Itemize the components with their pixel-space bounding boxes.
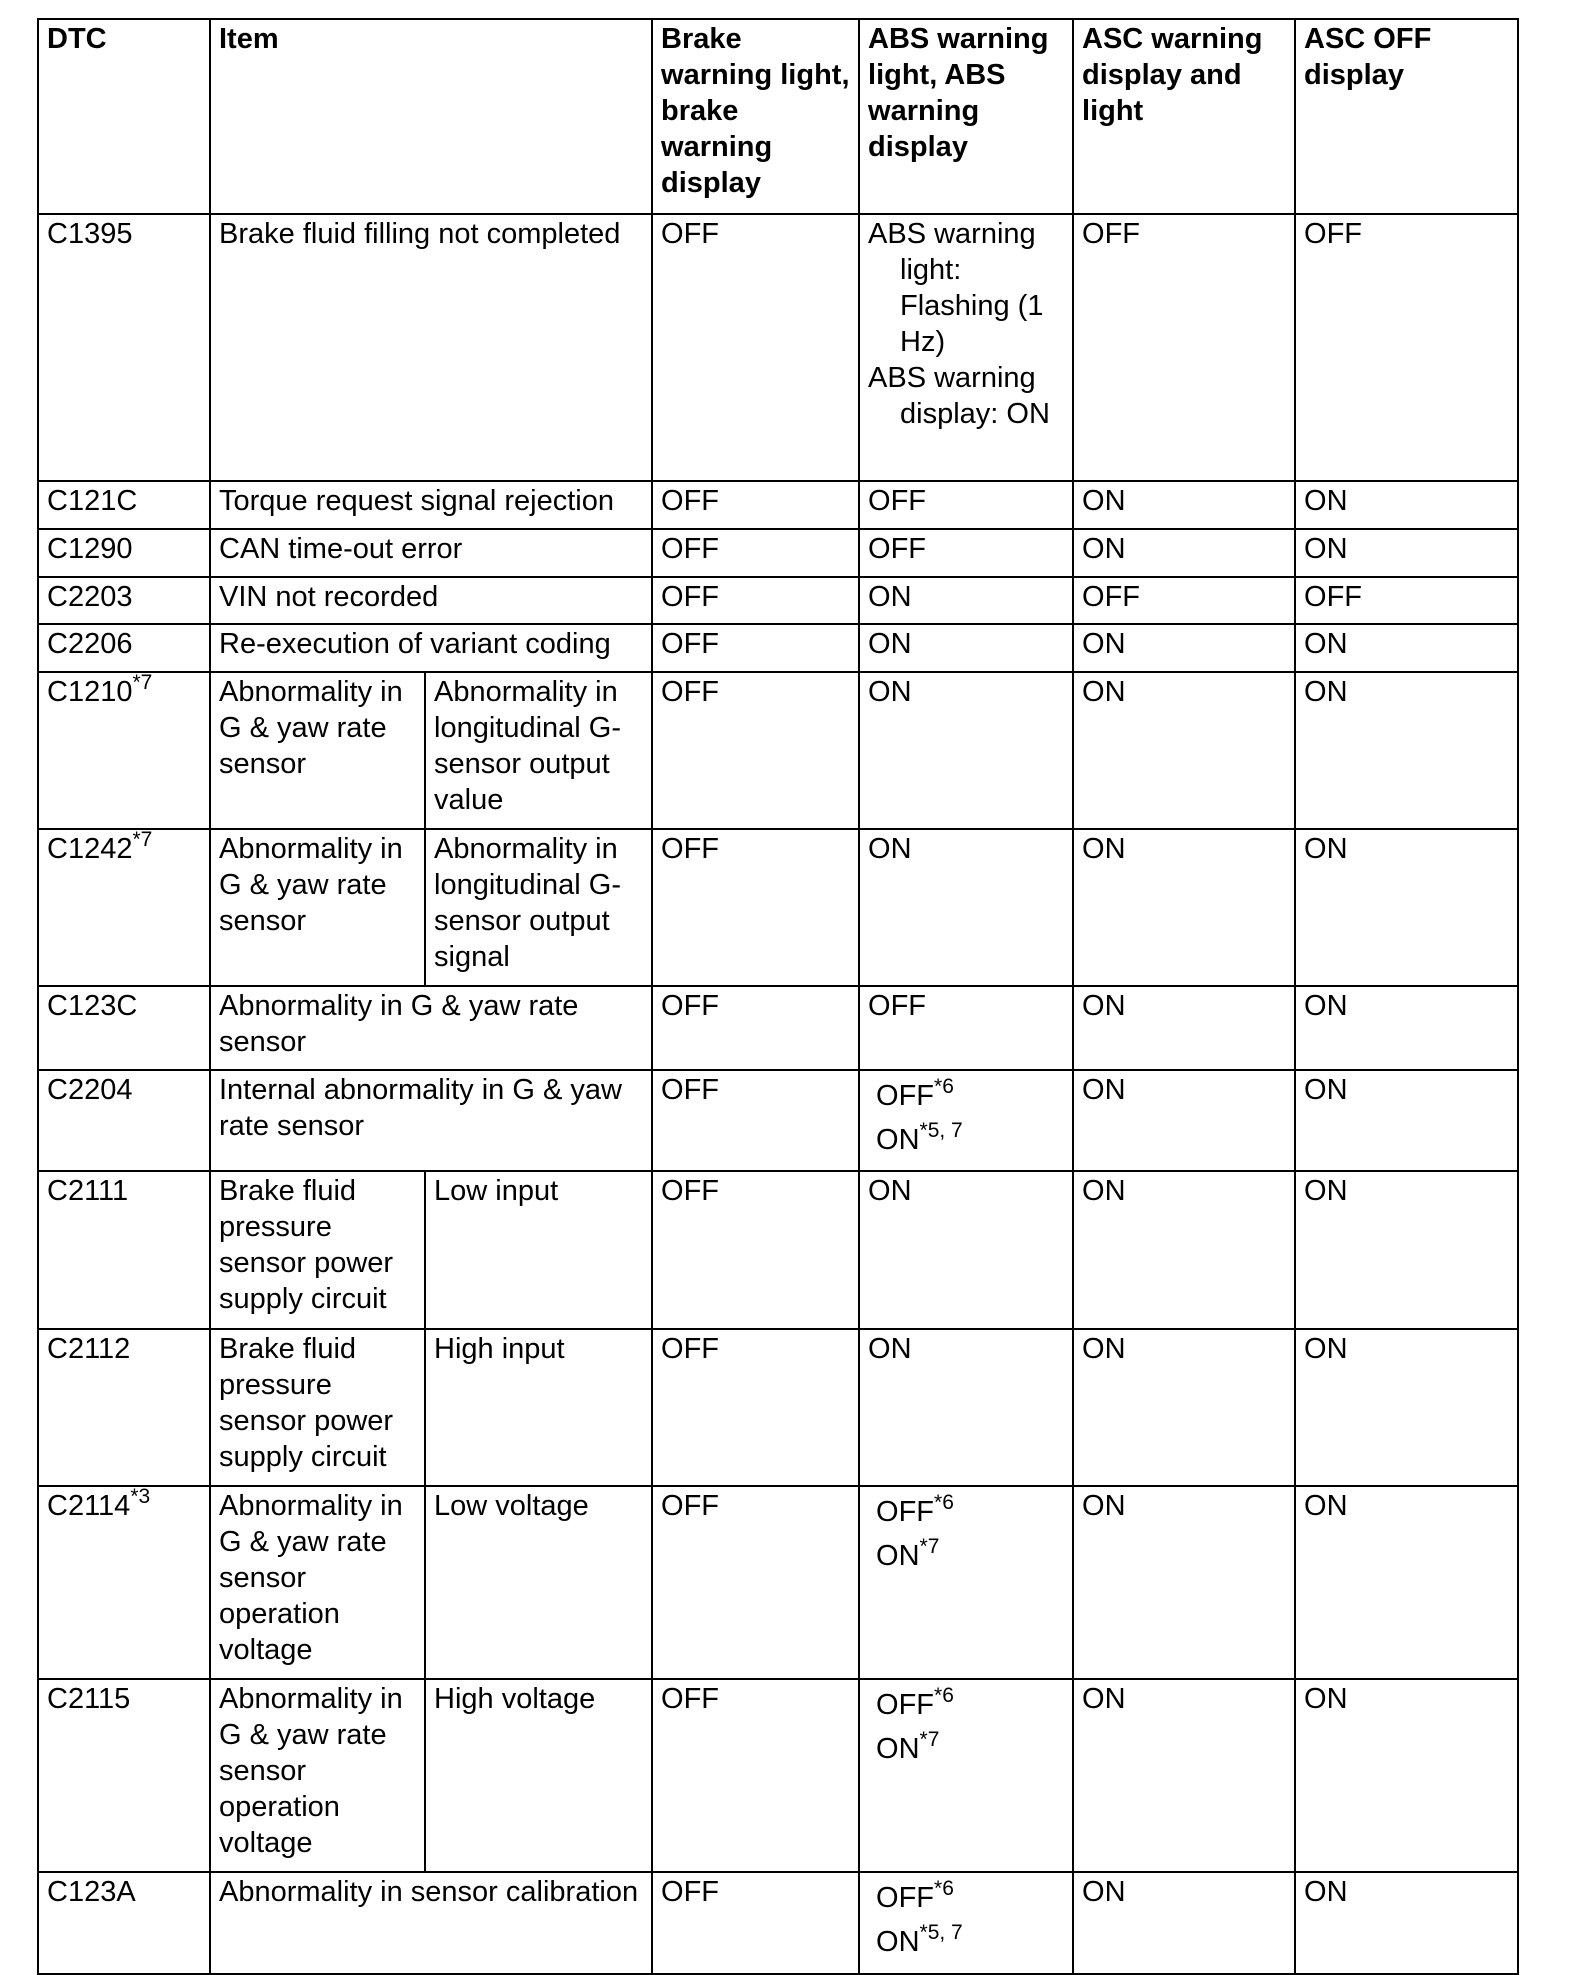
header-abs-warning: ABS warning light, ABS warning display	[859, 19, 1073, 214]
item-cell: Abnormality in G & yaw rate sensor	[210, 829, 425, 986]
asc-off-cell: ON	[1295, 1329, 1518, 1486]
abs-off-value: OFF	[876, 1496, 935, 1528]
header-row	[38, 19, 1518, 214]
sub-item-cell: Abnormality in longitudinal G-sensor output value	[425, 672, 652, 829]
table-row	[38, 214, 1518, 481]
abs-cell: OFF	[859, 481, 1073, 529]
header-item: Item	[210, 19, 652, 214]
asc-cell: ON	[1073, 529, 1295, 577]
table-row	[38, 1171, 1518, 1329]
item-cell: Re-execution of variant coding	[210, 624, 652, 672]
abs-on-value: ON	[876, 1124, 920, 1156]
asc-off-cell: ON	[1295, 624, 1518, 672]
abs-display-entry: ABS warning display: ON	[868, 362, 1050, 430]
brake-cell: OFF	[652, 829, 859, 986]
brake-cell: OFF	[652, 986, 859, 1070]
item-cell: Brake fluid pressure sensor power supply circuit	[210, 1329, 425, 1486]
footnote-ref: *3	[130, 1486, 151, 1508]
dtc-code	[38, 672, 210, 829]
asc-off-cell: OFF	[1295, 577, 1518, 624]
footnote-ref: *6	[934, 1491, 954, 1514]
sub-item-cell: Low voltage	[425, 1486, 652, 1679]
abs-cell: ON	[859, 1329, 1073, 1486]
brake-cell: OFF	[652, 214, 859, 481]
abs-cell: ON	[859, 577, 1073, 624]
asc-cell: ON	[1073, 1329, 1295, 1486]
abs-cell: ON	[859, 624, 1073, 672]
dtc-code-text: C1210	[47, 676, 133, 708]
abs-off-line	[876, 1877, 1065, 1916]
table-row	[38, 829, 1518, 986]
table-row	[38, 481, 1518, 529]
asc-cell: ON	[1073, 986, 1295, 1070]
table-row	[38, 1679, 1518, 1872]
dtc-code-text: C1242	[47, 833, 133, 865]
dtc-table	[37, 18, 1519, 1975]
abs-on-value: ON	[876, 1926, 920, 1958]
asc-cell: ON	[1073, 624, 1295, 672]
sub-item-cell: Abnormality in longitudinal G-sensor output signal	[425, 829, 652, 986]
sub-item-cell: Low input	[425, 1171, 652, 1329]
abs-off-value: OFF	[876, 1080, 935, 1112]
header-asc-off: ASC OFF display	[1295, 19, 1518, 214]
asc-cell: OFF	[1073, 577, 1295, 624]
asc-off-cell: ON	[1295, 529, 1518, 577]
dtc-code: C1290	[38, 529, 210, 577]
abs-cell: ON	[859, 672, 1073, 829]
brake-cell: OFF	[652, 672, 859, 829]
dtc-code	[38, 829, 210, 986]
asc-off-cell: ON	[1295, 829, 1518, 986]
item-cell: VIN not recorded	[210, 577, 652, 624]
table-row	[38, 1486, 1518, 1679]
footnote-ref: *6	[934, 1877, 954, 1900]
header-brake-warning: Brake warning light, brake warning display	[652, 19, 859, 214]
item-cell: CAN time-out error	[210, 529, 652, 577]
abs-on-line	[876, 1119, 1065, 1158]
abs-on-value: ON	[876, 1540, 920, 1572]
footnote-ref: *7	[919, 1728, 940, 1751]
abs-off-value: OFF	[876, 1689, 935, 1721]
asc-off-cell: ON	[1295, 672, 1518, 829]
item-cell: Abnormality in G & yaw rate sensor	[210, 672, 425, 829]
asc-cell: ON	[1073, 1872, 1295, 1974]
abs-cell: OFF	[859, 529, 1073, 577]
abs-light-entry: ABS warning light: Flashing (1 Hz)	[868, 218, 1044, 358]
item-cell: Abnormality in sensor calibration	[210, 1872, 652, 1974]
brake-cell: OFF	[652, 624, 859, 672]
item-cell: Abnormality in G & yaw rate sensor operation voltage	[210, 1486, 425, 1679]
abs-cell: OFF	[859, 986, 1073, 1070]
header-asc-warning: ASC warning display and light	[1073, 19, 1295, 214]
abs-on-line	[876, 1921, 1065, 1960]
abs-cell	[859, 1070, 1073, 1171]
table-row	[38, 624, 1518, 672]
brake-cell: OFF	[652, 1329, 859, 1486]
dtc-code: C1395	[38, 214, 210, 481]
item-cell: Abnormality in G & yaw rate sensor operation voltage	[210, 1679, 425, 1872]
item-cell: Brake fluid filling not completed	[210, 214, 652, 481]
abs-off-line	[876, 1075, 1065, 1114]
footnote-ref: *6	[934, 1075, 954, 1098]
abs-cell: ON	[859, 1171, 1073, 1329]
header-dtc: DTC	[38, 19, 210, 214]
brake-cell: OFF	[652, 481, 859, 529]
abs-on-line	[876, 1535, 1065, 1574]
dtc-code: C2115	[38, 1679, 210, 1872]
abs-on-line	[876, 1728, 1065, 1767]
footnote-ref: *5, 7	[919, 1921, 963, 1944]
table-row	[38, 1329, 1518, 1486]
asc-off-cell: ON	[1295, 1679, 1518, 1872]
brake-cell: OFF	[652, 1171, 859, 1329]
asc-cell: ON	[1073, 672, 1295, 829]
dtc-code: C123C	[38, 986, 210, 1070]
item-cell: Brake fluid pressure sensor power supply circuit	[210, 1171, 425, 1329]
asc-cell: ON	[1073, 481, 1295, 529]
dtc-code	[38, 1486, 210, 1679]
footnote-ref: *5, 7	[919, 1119, 963, 1142]
asc-cell: ON	[1073, 1070, 1295, 1171]
brake-cell: OFF	[652, 577, 859, 624]
asc-cell: ON	[1073, 829, 1295, 986]
table-row	[38, 1872, 1518, 1974]
dtc-code: C2206	[38, 624, 210, 672]
abs-cell	[859, 1486, 1073, 1679]
dtc-code: C2112	[38, 1329, 210, 1486]
asc-off-cell: ON	[1295, 1070, 1518, 1171]
sub-item-cell: High voltage	[425, 1679, 652, 1872]
asc-off-cell: ON	[1295, 1872, 1518, 1974]
dtc-code: C2203	[38, 577, 210, 624]
abs-cell: ON	[859, 829, 1073, 986]
footnote-ref: *7	[919, 1535, 940, 1558]
dtc-code: C123A	[38, 1872, 210, 1974]
asc-off-cell: ON	[1295, 481, 1518, 529]
footnote-ref: *7	[132, 829, 153, 851]
abs-on-value: ON	[876, 1733, 920, 1765]
item-cell: Torque request signal rejection	[210, 481, 652, 529]
brake-cell: OFF	[652, 1679, 859, 1872]
brake-cell: OFF	[652, 1070, 859, 1171]
asc-off-cell: ON	[1295, 1171, 1518, 1329]
item-cell: Abnormality in G & yaw rate sensor	[210, 986, 652, 1070]
asc-cell: ON	[1073, 1171, 1295, 1329]
table-row	[38, 529, 1518, 577]
dtc-code: C2111	[38, 1171, 210, 1329]
abs-cell	[859, 1872, 1073, 1974]
table-row	[38, 986, 1518, 1070]
asc-off-cell: ON	[1295, 986, 1518, 1070]
brake-cell: OFF	[652, 1872, 859, 1974]
dtc-code: C121C	[38, 481, 210, 529]
dtc-code: C2204	[38, 1070, 210, 1171]
asc-cell: OFF	[1073, 214, 1295, 481]
footnote-ref: *7	[132, 672, 153, 694]
abs-off-line	[876, 1684, 1065, 1723]
asc-off-cell: OFF	[1295, 214, 1518, 481]
table-row	[38, 1070, 1518, 1171]
abs-cell	[859, 1679, 1073, 1872]
asc-cell: ON	[1073, 1679, 1295, 1872]
asc-off-cell: ON	[1295, 1486, 1518, 1679]
footnote-ref: *6	[934, 1684, 954, 1707]
item-cell: Internal abnormality in G & yaw rate sensor	[210, 1070, 652, 1171]
abs-cell	[859, 214, 1073, 481]
abs-off-value: OFF	[876, 1882, 935, 1914]
dtc-code-text: C2114	[47, 1490, 131, 1522]
brake-cell: OFF	[652, 529, 859, 577]
table-row	[38, 577, 1518, 624]
table-row	[38, 672, 1518, 829]
brake-cell: OFF	[652, 1486, 859, 1679]
abs-off-line	[876, 1491, 1065, 1530]
sub-item-cell: High input	[425, 1329, 652, 1486]
asc-cell: ON	[1073, 1486, 1295, 1679]
